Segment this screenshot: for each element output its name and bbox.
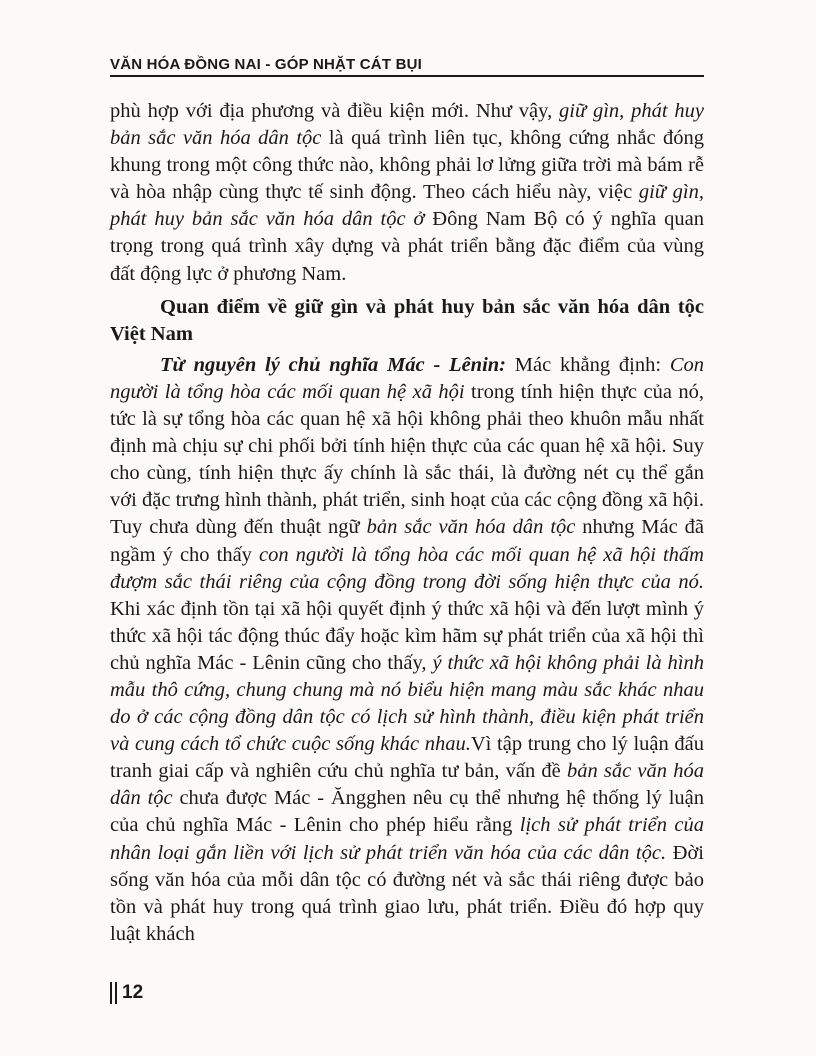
header-rule — [110, 75, 704, 77]
italic-run: lịch sử phát triển của nhân loại gắn liền với lịch sử phát triển văn hóa của các dân tộc. — [110, 814, 704, 864]
paragraph-1 — [110, 98, 704, 288]
text-run: Đông Nam Bộ có ý nghĩa quan trọng trong quá trình xây dựng và phát triển bằng đặc điểm của vùng đất động lực ở phương Nam. — [110, 208, 704, 285]
text-run: trong tính hiện thực của nó, tức là sự tổng hòa các quan hệ xã hội không phải theo khuôn mẫu nhất định mà chịu sự chi phối bởi tính hiện thực của các quan hệ xã hội. Suy cho cùng, tính hiện thực ấy chính là sắc thái, là đường nét cụ thể gắn với đặc trưng hình thành, phát triển, sinh hoạt của các cộng đồng xã hội. Tuy chưa dùng đến thuật ngữ — [110, 380, 704, 539]
page-number-text: 12 — [122, 982, 144, 1003]
bold-italic-lead: Từ nguyên lý chủ nghĩa Mác - Lênin: — [160, 353, 506, 376]
italic-run: con người là tổng hòa các mối quan hệ xã hội thấm đượm sắc thái riêng của cộng đồng trong đời sống hiện thực của nó. — [110, 543, 704, 593]
page-number — [110, 982, 143, 1004]
text-run: phù hợp với địa phương và điều kiện mới. Như vậy, — [110, 100, 560, 122]
page-marker-bars — [110, 982, 117, 1004]
text-run: Mác khẳng định: — [506, 353, 670, 376]
text-run: Đời sống văn hóa của mỗi dân tộc có đường nét và sắc thái riêng được bảo tồn và phát huy trong quá trình giao lưu, phát triển. Điều đó hợp quy luật khách — [110, 841, 704, 945]
paragraph-2 — [110, 352, 704, 948]
italic-run: bản sắc văn hóa dân tộc — [110, 760, 704, 810]
section-heading: Quan điểm về giữ gìn và phát huy bản sắc văn hóa dân tộc Việt Nam — [110, 295, 704, 345]
text-run: nhưng Mác đã ngầm ý cho thấy — [110, 516, 704, 566]
italic-run: ý thức xã hội không phải là hình mẫu thô cứng, chung chung mà nó biểu hiện mang màu sắc khác nhau do ở các cộng đồng dân tộc có lịch sử hình thành, điều kiện phát triển và cung cách tổ chức cuộc sống khác nhau. — [110, 651, 704, 756]
italic-run: giữ gìn, phát huy bản sắc văn hóa dân tộc — [110, 100, 704, 150]
text-run: Khi xác định tồn tại xã hội quyết định ý thức xã hội và đến lượt mình ý thức xã hội tác động thúc đẩy hoặc kìm hãm sự phát triển của xã hội thì chủ nghĩa Mác - Lênin cũng cho thấy, — [110, 597, 704, 674]
italic-run: bản sắc văn hóa dân tộc — [366, 516, 576, 539]
italic-run: giữ gìn, phát huy bản sắc văn hóa dân tộc ở — [110, 181, 704, 231]
italic-run: Con người là tổng hòa các mối quan hệ xã hội — [110, 353, 704, 403]
text-run: là quá trình liên tục, không cứng nhắc đóng khung trong một công thức nào, không phải lơ lửng giữa trời mà bám rễ và hòa nhập cùng thực tế sinh động. Theo cách hiểu này, việc — [110, 127, 704, 204]
running-header: VĂN HÓA ĐỒNG NAI - GÓP NHẶT CÁT BỤI — [110, 56, 423, 73]
body-text — [110, 98, 704, 948]
text-run: Vì tập trung cho lý luận đấu tranh giai cấp và nghiên cứu chủ nghĩa tư bản, vấn đề — [110, 733, 704, 783]
text-run: chưa được Mác - Ăngghen nêu cụ thể nhưng hệ thống lý luận của chủ nghĩa Mác - Lênin cho phép hiểu rằng — [110, 787, 704, 837]
